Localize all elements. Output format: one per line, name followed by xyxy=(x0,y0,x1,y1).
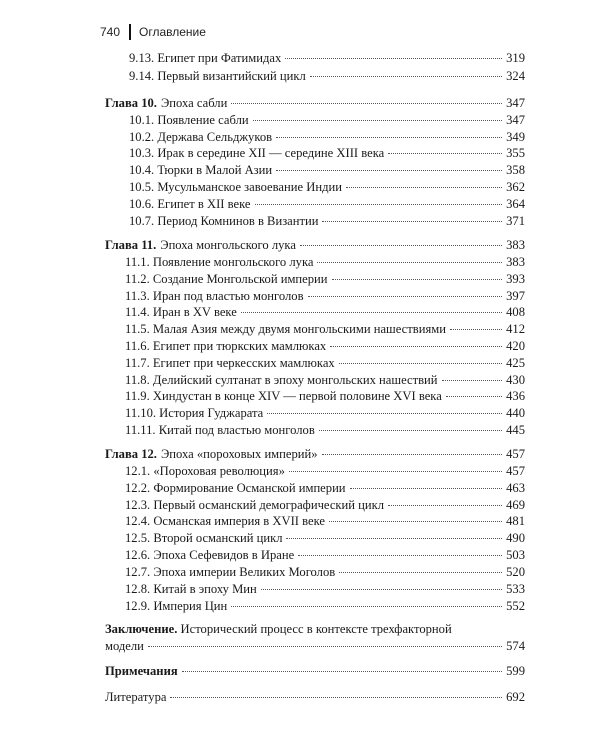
toc-entry[interactable] xyxy=(125,255,525,270)
entry-page-number: 552 xyxy=(506,599,525,613)
dot-leader xyxy=(339,363,502,364)
toc-literature[interactable] xyxy=(105,690,525,705)
page-number: 740 xyxy=(100,25,121,39)
entry-page-number: 397 xyxy=(506,289,525,303)
entry-page-number: 481 xyxy=(506,514,525,528)
entry-title: 11.6. Египет при тюркских мамлюках xyxy=(125,339,327,353)
entry-page-number: 364 xyxy=(506,197,525,211)
entry-title: 11.3. Иран под властью монголов xyxy=(125,289,304,303)
header-rule xyxy=(129,24,131,40)
dot-leader xyxy=(442,380,503,381)
entry-title: 10.5. Мусульманское завоевание Индии xyxy=(129,180,342,194)
toc-entry[interactable] xyxy=(125,582,525,597)
entry-page-number: 430 xyxy=(506,373,525,387)
dot-leader xyxy=(261,589,502,590)
toc-entry[interactable] xyxy=(129,130,525,145)
entry-title: 12.1. «Пороховая революция» xyxy=(125,464,285,478)
toc-entry[interactable] xyxy=(125,406,525,421)
entry-title: Примечания xyxy=(105,664,178,678)
toc-entry[interactable] xyxy=(125,389,525,404)
entry-page-number: 412 xyxy=(506,322,525,336)
entry-title: Глава 12. xyxy=(105,447,157,461)
toc-chapter-12[interactable] xyxy=(105,447,525,462)
toc-entry[interactable] xyxy=(125,498,525,513)
toc-entry[interactable] xyxy=(125,548,525,563)
entry-title: 10.4. Тюрки в Малой Азии xyxy=(129,163,273,177)
dot-leader xyxy=(308,296,503,297)
entry-page-number: 533 xyxy=(506,582,525,596)
entry-page-number: 599 xyxy=(506,664,525,678)
toc-entry[interactable] xyxy=(129,214,525,229)
entry-title: 11.5. Малая Азия между двумя монгольскими нашествиями xyxy=(125,322,446,336)
toc-entry[interactable] xyxy=(125,289,525,304)
entry-page-number: 469 xyxy=(506,498,525,512)
entry-page-number: 362 xyxy=(506,180,525,194)
entry-title: Исторический процесс в контексте трехфакторной xyxy=(180,622,452,636)
toc-entry[interactable] xyxy=(125,599,525,614)
dot-leader xyxy=(330,346,502,347)
toc-entry[interactable] xyxy=(125,565,525,580)
entry-page-number: 457 xyxy=(506,464,525,478)
entry-page-number: 393 xyxy=(506,272,525,286)
toc-entry[interactable] xyxy=(129,113,525,128)
entry-title: Литература xyxy=(105,690,167,704)
dot-leader xyxy=(298,555,502,556)
dot-leader xyxy=(289,471,502,472)
toc-entry[interactable] xyxy=(129,180,525,195)
entry-title: 11.4. Иран в XV веке xyxy=(125,305,237,319)
entry-title: Эпоха сабли xyxy=(160,96,228,110)
dot-leader xyxy=(388,505,502,506)
entry-title: 12.7. Эпоха империи Великих Моголов xyxy=(125,565,336,579)
dot-leader xyxy=(276,137,502,138)
entry-title: 12.5. Второй османский цикл xyxy=(125,531,283,545)
dot-leader xyxy=(231,103,502,104)
entry-page-number: 358 xyxy=(506,163,525,177)
entry-page-number: 383 xyxy=(506,255,525,269)
dot-leader xyxy=(446,396,502,397)
toc-entry[interactable] xyxy=(125,531,525,546)
entry-page-number: 319 xyxy=(506,51,525,65)
entry-title: 11.1. Появление монгольского лука xyxy=(125,255,314,269)
toc-entry[interactable] xyxy=(125,272,525,287)
dot-leader xyxy=(170,697,502,698)
entry-title: 11.9. Хиндустан в конце XIV — первой половине XVI века xyxy=(125,389,442,403)
dot-leader xyxy=(317,262,502,263)
entry-page-number: 349 xyxy=(506,130,525,144)
toc-entry[interactable] xyxy=(125,339,525,354)
entry-title: Эпоха «пороховых империй» xyxy=(160,447,318,461)
entry-title: 11.8. Делийский султанат в эпоху монгольских нашествий xyxy=(125,373,438,387)
entry-page-number: 355 xyxy=(506,146,525,160)
toc-entry[interactable] xyxy=(125,322,525,337)
entry-title: 9.14. Первый византийский цикл xyxy=(129,69,306,83)
entry-title: 10.6. Египет в XII веке xyxy=(129,197,251,211)
entry-page-number: 440 xyxy=(506,406,525,420)
entry-title: 11.2. Создание Монгольской империи xyxy=(125,272,328,286)
dot-leader xyxy=(300,245,502,246)
toc-entry[interactable] xyxy=(129,51,525,66)
dot-leader xyxy=(286,538,502,539)
entry-page-number: 383 xyxy=(506,238,525,252)
entry-title: 12.2. Формирование Османской империи xyxy=(125,481,346,495)
dot-leader xyxy=(255,204,503,205)
toc-entry[interactable] xyxy=(125,423,525,438)
toc-notes[interactable] xyxy=(105,664,525,679)
toc-entry[interactable] xyxy=(125,514,525,529)
dot-leader xyxy=(329,521,502,522)
entry-page-number: 457 xyxy=(506,447,525,461)
dot-leader xyxy=(332,279,503,280)
dot-leader xyxy=(388,153,502,154)
running-title: Оглавление xyxy=(139,25,206,39)
entry-page-number: 503 xyxy=(506,548,525,562)
entry-title: 10.1. Появление сабли xyxy=(129,113,249,127)
entry-title: Эпоха монгольского лука xyxy=(160,238,296,252)
dot-leader xyxy=(276,170,502,171)
toc-entry[interactable] xyxy=(125,373,525,388)
toc-chapter-11[interactable] xyxy=(105,238,525,253)
dot-leader xyxy=(319,430,502,431)
toc-entry[interactable] xyxy=(129,69,525,84)
toc-entry[interactable] xyxy=(129,197,525,212)
entry-page-number: 436 xyxy=(506,389,525,403)
entry-page-number: 520 xyxy=(506,565,525,579)
entry-page-number: 420 xyxy=(506,339,525,353)
toc-entry[interactable] xyxy=(125,464,525,479)
toc-entry[interactable] xyxy=(129,146,525,161)
entry-page-number: 347 xyxy=(506,96,525,110)
dot-leader xyxy=(322,454,503,455)
dot-leader xyxy=(350,488,503,489)
entry-title: 10.2. Держава Сельджуков xyxy=(129,130,273,144)
dot-leader xyxy=(310,76,502,77)
entry-page-number: 490 xyxy=(506,531,525,545)
running-header xyxy=(100,22,206,42)
entry-title: 10.3. Ирак в середине XII — середине XIII века xyxy=(129,146,385,160)
toc-conclusion[interactable] xyxy=(105,622,525,654)
entry-page-number: 371 xyxy=(506,214,525,228)
entry-page-number: 324 xyxy=(506,69,525,83)
entry-title: 11.7. Египет при черкесских мамлюках xyxy=(125,356,335,370)
toc-entry[interactable] xyxy=(129,163,525,178)
dot-leader xyxy=(339,572,502,573)
dot-leader xyxy=(322,221,502,222)
dot-leader xyxy=(241,312,502,313)
entry-page-number: 445 xyxy=(506,423,525,437)
entry-title: 12.3. Первый османский демографический цикл xyxy=(125,498,385,512)
dot-leader xyxy=(267,413,502,414)
entry-page-number: 425 xyxy=(506,356,525,370)
dot-leader xyxy=(346,187,502,188)
entry-title: Глава 11. xyxy=(105,238,157,252)
dot-leader xyxy=(285,58,502,59)
toc-entry[interactable] xyxy=(125,305,525,320)
entry-page-number: 574 xyxy=(506,639,525,653)
toc-chapter-10[interactable] xyxy=(105,96,525,111)
entry-title: 12.6. Эпоха Сефевидов в Иране xyxy=(125,548,295,562)
dot-leader xyxy=(148,646,502,647)
entry-title: 11.11. Китай под властью монголов xyxy=(125,423,315,437)
entry-title: 12.9. Империя Цин xyxy=(125,599,228,613)
dot-leader xyxy=(253,120,503,121)
entry-title: модели xyxy=(105,639,144,653)
entry-title: 12.4. Османская империя в XVII веке xyxy=(125,514,325,528)
entry-page-number: 408 xyxy=(506,305,525,319)
entry-title: 11.10. История Гуджарата xyxy=(125,406,264,420)
dot-leader xyxy=(231,606,502,607)
entry-title: 10.7. Период Комнинов в Византии xyxy=(129,214,319,228)
toc-entry[interactable] xyxy=(125,356,525,371)
entry-page-number: 463 xyxy=(506,481,525,495)
entry-title: 12.8. Китай в эпоху Мин xyxy=(125,582,257,596)
entry-title: Глава 10. xyxy=(105,96,157,110)
entry-page-number: 347 xyxy=(506,113,525,127)
entry-title: Заключение. xyxy=(105,622,178,636)
dot-leader xyxy=(450,329,502,330)
entry-page-number: 692 xyxy=(506,690,525,704)
dot-leader xyxy=(182,671,502,672)
entry-title: 9.13. Египет при Фатимидах xyxy=(129,51,282,65)
toc-entry[interactable] xyxy=(125,481,525,496)
